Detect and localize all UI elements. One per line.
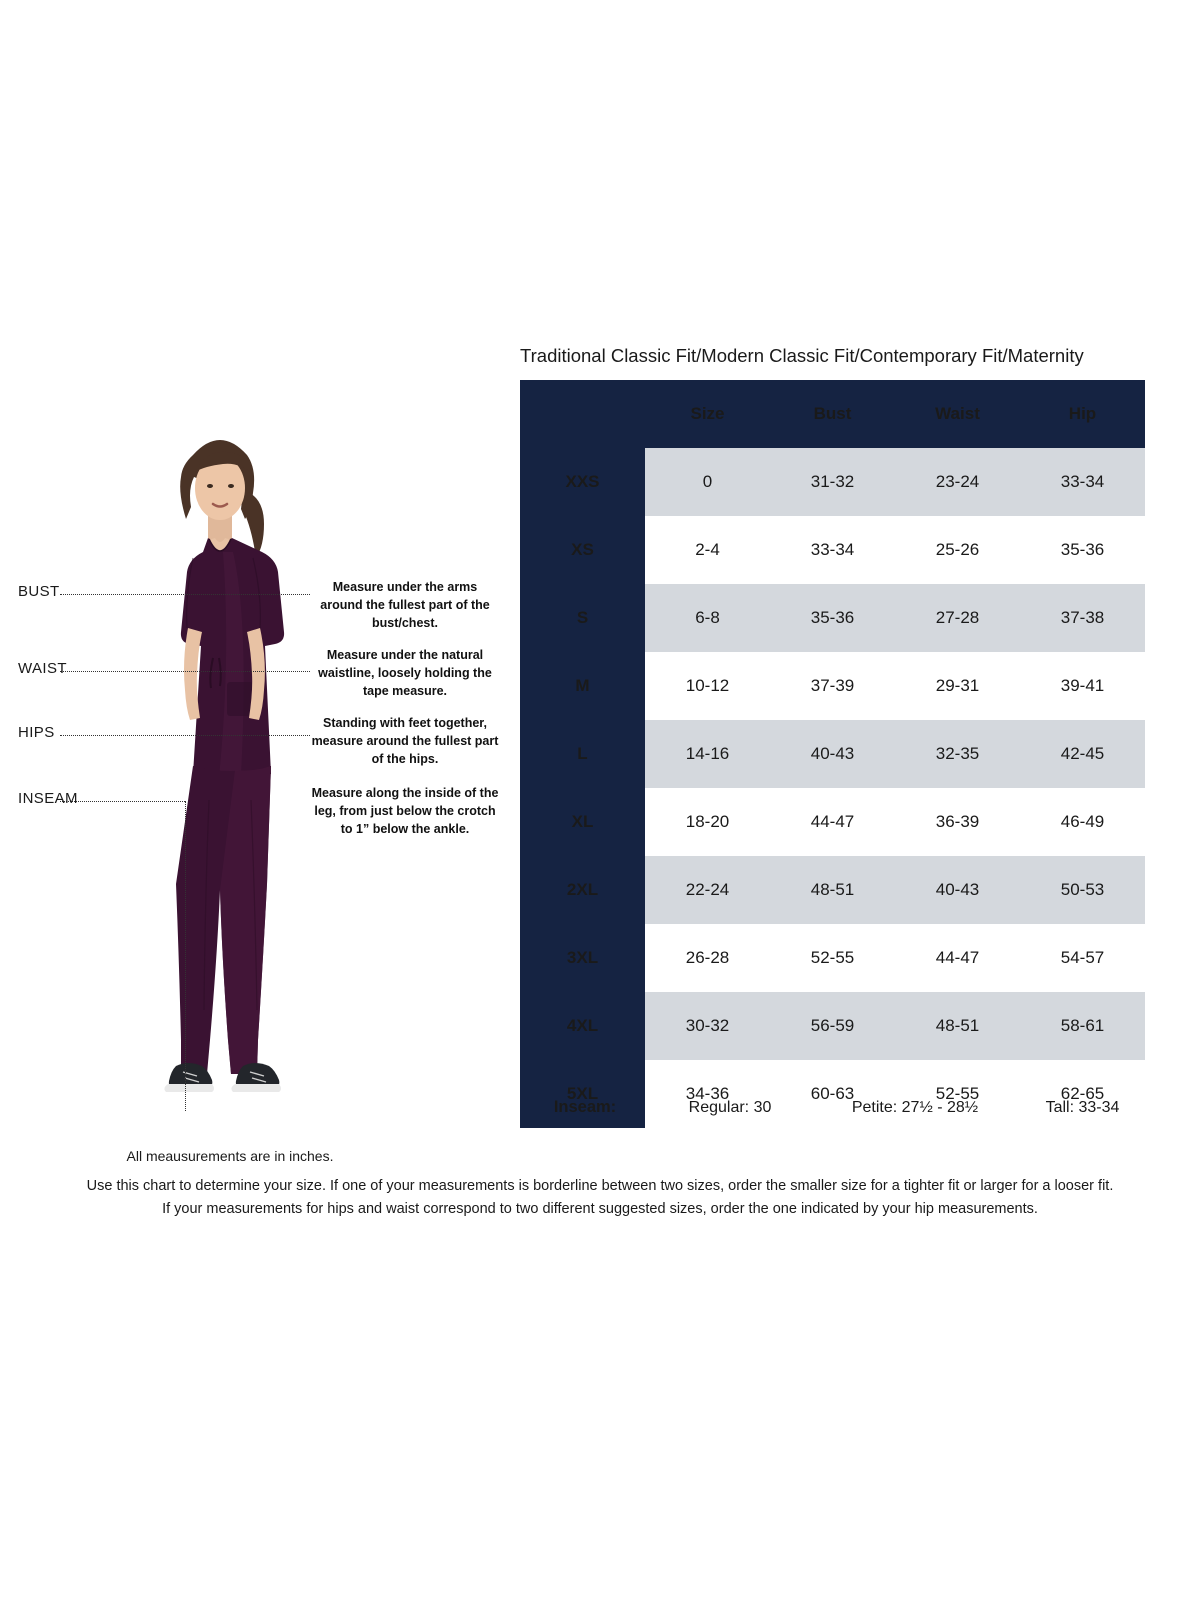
bust-guide-line bbox=[60, 594, 310, 595]
cell-size: 26-28 bbox=[645, 924, 770, 992]
cell-bust: 31-32 bbox=[770, 448, 895, 516]
cell-hip: 58-61 bbox=[1020, 992, 1145, 1060]
cell-bust: 48-51 bbox=[770, 856, 895, 924]
cell-hip: 39-41 bbox=[1020, 652, 1145, 720]
instruction-hips: Standing with feet together, measure around the fullest part of the hips. bbox=[311, 716, 499, 767]
table-row bbox=[520, 720, 1145, 788]
units-note: All meausurements are in inches. bbox=[126, 1148, 334, 1164]
table-row bbox=[520, 856, 1145, 924]
cell-waist: 25-26 bbox=[895, 516, 1020, 584]
table-row bbox=[520, 652, 1145, 720]
cell-size: 2-4 bbox=[645, 516, 770, 584]
cell-hip: 35-36 bbox=[1020, 516, 1145, 584]
row-label: 5XL bbox=[520, 1060, 645, 1128]
row-label: XS bbox=[520, 516, 645, 584]
row-label: S bbox=[520, 584, 645, 652]
waist-guide-line bbox=[60, 671, 310, 672]
header-corner bbox=[520, 380, 645, 448]
header-size: Size bbox=[645, 380, 770, 448]
cell-hip: 42-45 bbox=[1020, 720, 1145, 788]
cell-bust: 37-39 bbox=[770, 652, 895, 720]
footer-line-2: If your measurements for hips and waist correspond to two different suggested sizes, order the one indicated by your hip measurements. bbox=[162, 1201, 1038, 1218]
cell-bust: 40-43 bbox=[770, 720, 895, 788]
model-illustration bbox=[105, 420, 335, 1140]
inseam-petite: Petite: 27½ - 28½ bbox=[851, 1098, 979, 1116]
cell-bust: 60-63 bbox=[770, 1060, 895, 1128]
cell-waist: 32-35 bbox=[895, 720, 1020, 788]
inseam-guide-line bbox=[60, 801, 185, 802]
header-hip: Hip bbox=[1020, 380, 1145, 448]
cell-bust: 56-59 bbox=[770, 992, 895, 1060]
cell-size: 18-20 bbox=[645, 788, 770, 856]
cell-size: 10-12 bbox=[645, 652, 770, 720]
cell-hip: 37-38 bbox=[1020, 584, 1145, 652]
cell-hip: 46-49 bbox=[1020, 788, 1145, 856]
cell-hip: 33-34 bbox=[1020, 448, 1145, 516]
cell-size: 14-16 bbox=[645, 720, 770, 788]
cell-waist: 29-31 bbox=[895, 652, 1020, 720]
cell-waist: 52-55 bbox=[895, 1060, 1020, 1128]
cell-bust: 35-36 bbox=[770, 584, 895, 652]
table-row bbox=[520, 924, 1145, 992]
cell-hip: 54-57 bbox=[1020, 924, 1145, 992]
cell-waist: 40-43 bbox=[895, 856, 1020, 924]
row-label: M bbox=[520, 652, 645, 720]
cell-waist: 23-24 bbox=[895, 448, 1020, 516]
cell-hip: 62-65 bbox=[1020, 1060, 1145, 1128]
cell-size: 34-36 bbox=[645, 1060, 770, 1128]
cell-waist: 48-51 bbox=[895, 992, 1020, 1060]
row-label: 4XL bbox=[520, 992, 645, 1060]
label-inseam: INSEAM bbox=[18, 790, 78, 807]
table-row bbox=[520, 584, 1145, 652]
cell-size: 6-8 bbox=[645, 584, 770, 652]
footer-notes bbox=[0, 1175, 1200, 1221]
label-bust: BUST bbox=[18, 583, 60, 600]
cell-bust: 44-47 bbox=[770, 788, 895, 856]
row-label: L bbox=[520, 720, 645, 788]
cell-waist: 27-28 bbox=[895, 584, 1020, 652]
hips-guide-line bbox=[60, 735, 310, 736]
label-waist: WAIST bbox=[18, 660, 67, 677]
row-label: 3XL bbox=[520, 924, 645, 992]
table-row bbox=[520, 1060, 1145, 1128]
row-label: XL bbox=[520, 788, 645, 856]
footer-line-1: Use this chart to determine your size. If one of your measurements is borderline between two sizes, order the smaller size for a tighter fit or larger for a looser fit. bbox=[86, 1178, 1114, 1194]
inseam-regular: Regular: 30 bbox=[688, 1098, 772, 1116]
instruction-inseam: Measure along the inside of the leg, from just below the crotch to 1” below the ankle. bbox=[311, 786, 499, 837]
inseam-tall: Tall: 33-34 bbox=[1045, 1098, 1120, 1116]
cell-size: 22-24 bbox=[645, 856, 770, 924]
table-header-row bbox=[520, 380, 1145, 448]
inseam-vertical-line bbox=[185, 801, 186, 1111]
label-hips: HIPS bbox=[18, 724, 55, 741]
cell-size: 30-32 bbox=[645, 992, 770, 1060]
cell-bust: 52-55 bbox=[770, 924, 895, 992]
table-row bbox=[520, 516, 1145, 584]
inseam-row bbox=[520, 1098, 1145, 1117]
row-label: 2XL bbox=[520, 856, 645, 924]
cell-hip: 50-53 bbox=[1020, 856, 1145, 924]
cell-waist: 44-47 bbox=[895, 924, 1020, 992]
cell-bust: 33-34 bbox=[770, 516, 895, 584]
instruction-waist: Measure under the natural waistline, loosely holding the tape measure. bbox=[318, 648, 492, 699]
cell-waist: 36-39 bbox=[895, 788, 1020, 856]
row-label: XXS bbox=[520, 448, 645, 516]
cell-size: 0 bbox=[645, 448, 770, 516]
size-chart-table bbox=[520, 380, 1145, 1128]
table-row bbox=[520, 448, 1145, 516]
table-row bbox=[520, 992, 1145, 1060]
instruction-bust: Measure under the arms around the fullest part of the bust/chest. bbox=[320, 580, 490, 631]
inseam-label: Inseam: bbox=[553, 1098, 617, 1116]
table-row bbox=[520, 788, 1145, 856]
figure-panel bbox=[0, 420, 510, 1180]
header-bust: Bust bbox=[770, 380, 895, 448]
header-waist: Waist bbox=[895, 380, 1020, 448]
chart-title: Traditional Classic Fit/Modern Classic Fit/Contemporary Fit/Maternity bbox=[520, 345, 1084, 366]
